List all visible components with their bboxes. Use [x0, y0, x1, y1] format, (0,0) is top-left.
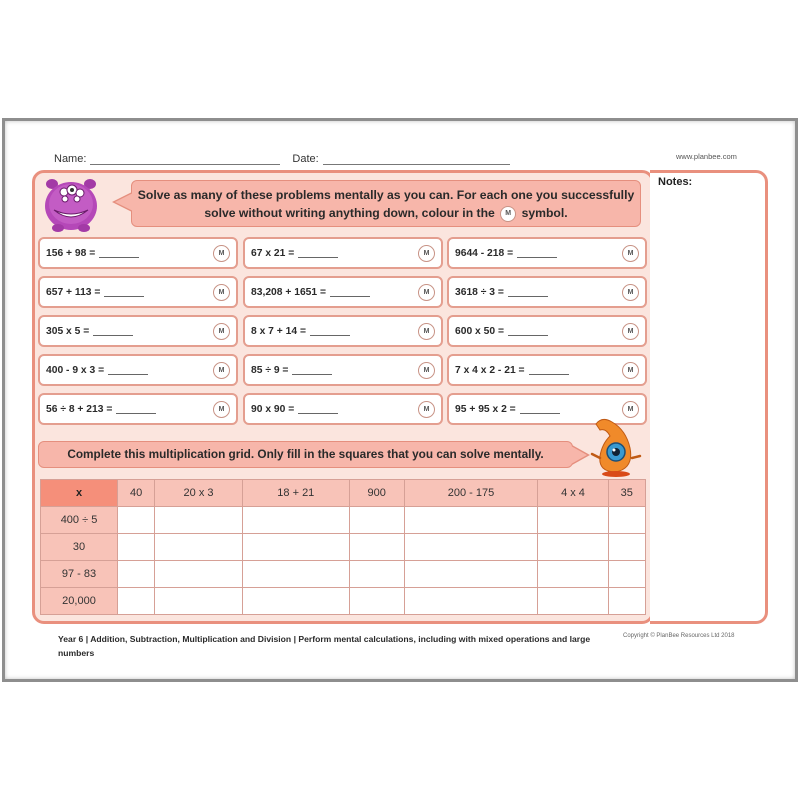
m-symbol-icon[interactable]: M — [622, 245, 639, 262]
multiplication-grid — [40, 479, 646, 615]
grid-answer-cell[interactable] — [404, 507, 538, 534]
problem-card — [38, 354, 238, 386]
m-symbol-icon[interactable]: M — [622, 323, 639, 340]
answer-blank[interactable] — [508, 326, 548, 336]
grid-answer-cell[interactable] — [118, 588, 155, 615]
grid-row-header: 30 — [41, 534, 118, 561]
grid-answer-cell[interactable] — [118, 507, 155, 534]
date-label: Date: — [292, 153, 319, 165]
problem-card — [38, 393, 238, 425]
grid-corner: x — [41, 480, 118, 507]
problem-expression: 9644 - 218 = — [455, 247, 514, 259]
answer-blank[interactable] — [330, 287, 370, 297]
m-symbol-icon[interactable]: M — [213, 323, 230, 340]
problem-expression: 85 ÷ 9 = — [251, 364, 289, 376]
problem-card — [447, 354, 647, 386]
m-symbol-icon[interactable]: M — [418, 284, 435, 301]
grid-row — [41, 534, 646, 561]
grid-answer-cell[interactable] — [349, 507, 404, 534]
problem-expression: 305 x 5 = — [46, 325, 90, 337]
answer-blank[interactable] — [108, 365, 148, 375]
grid-row — [41, 507, 646, 534]
answer-blank[interactable] — [93, 326, 133, 336]
website-link: www.planbee.com — [676, 152, 737, 161]
instruction-bubble — [131, 180, 641, 227]
problem-expression: 90 x 90 = — [251, 403, 295, 415]
grid-answer-cell[interactable] — [118, 561, 155, 588]
m-symbol-icon[interactable]: M — [213, 401, 230, 418]
grid-answer-cell[interactable] — [242, 534, 349, 561]
problem-card — [243, 354, 443, 386]
grid-column-header: 18 + 21 — [242, 480, 349, 507]
name-label: Name: — [54, 153, 87, 165]
grid-row-header: 97 - 83 — [41, 561, 118, 588]
grid-row — [41, 561, 646, 588]
problem-card — [243, 276, 443, 308]
grid-row-header: 20,000 — [41, 588, 118, 615]
m-symbol-icon[interactable]: M — [622, 401, 639, 418]
grid-column-header: 4 x 4 — [538, 480, 608, 507]
grid-answer-cell[interactable] — [155, 561, 242, 588]
m-symbol-icon[interactable]: M — [418, 245, 435, 262]
grid-answer-cell[interactable] — [155, 507, 242, 534]
problem-card — [447, 276, 647, 308]
answer-blank[interactable] — [529, 365, 569, 375]
problem-expression: 7 x 4 x 2 - 21 = — [455, 364, 525, 376]
problem-card — [447, 237, 647, 269]
orange-monster-icon — [586, 416, 646, 478]
notes-label: Notes: — [658, 176, 693, 188]
problem-card — [38, 315, 238, 347]
instruction-line-1: Solve as many of these problems mentally as you can. For each one you successfully — [137, 188, 635, 202]
grid-answer-cell[interactable] — [349, 588, 404, 615]
grid-answer-cell[interactable] — [404, 561, 538, 588]
grid-column-header: 20 x 3 — [155, 480, 242, 507]
grid-answer-cell[interactable] — [349, 534, 404, 561]
answer-blank[interactable] — [520, 404, 560, 414]
grid-answer-cell[interactable] — [608, 588, 645, 615]
m-symbol-icon[interactable]: M — [213, 362, 230, 379]
notes-panel[interactable] — [650, 170, 768, 624]
m-symbol-icon[interactable]: M — [418, 362, 435, 379]
grid-answer-cell[interactable] — [538, 561, 608, 588]
problem-expression: 67 x 21 = — [251, 247, 295, 259]
grid-row — [41, 588, 646, 615]
name-field[interactable] — [90, 153, 280, 165]
problem-expression: 8 x 7 + 14 = — [251, 325, 306, 337]
m-symbol-icon[interactable]: M — [213, 245, 230, 262]
name-date-row — [54, 151, 510, 165]
grid-answer-cell[interactable] — [538, 507, 608, 534]
m-symbol-icon[interactable]: M — [213, 284, 230, 301]
problem-expression: 400 - 9 x 3 = — [46, 364, 105, 376]
grid-answer-cell[interactable] — [349, 561, 404, 588]
answer-blank[interactable] — [508, 287, 548, 297]
instruction-text: solve without writing anything down, colour in the — [204, 206, 495, 220]
m-symbol-icon[interactable]: M — [622, 284, 639, 301]
grid-row-header: 400 ÷ 5 — [41, 507, 118, 534]
grid-answer-cell[interactable] — [242, 588, 349, 615]
purple-monster-icon — [38, 174, 104, 234]
grid-instruction-bubble: Complete this multiplication grid. Only fill in the squares that you can solve mentally. — [38, 441, 573, 468]
grid-answer-cell[interactable] — [242, 507, 349, 534]
problem-expression: 83,208 + 1651 = — [251, 286, 327, 298]
problem-expression: 95 + 95 x 2 = — [455, 403, 516, 415]
m-symbol-icon[interactable]: M — [622, 362, 639, 379]
grid-answer-cell[interactable] — [538, 534, 608, 561]
problem-card — [38, 237, 238, 269]
answer-blank[interactable] — [298, 248, 338, 258]
grid-column-header: 900 — [349, 480, 404, 507]
answer-blank[interactable] — [292, 365, 332, 375]
grid-column-header: 40 — [118, 480, 155, 507]
problem-card — [38, 276, 238, 308]
grid-column-header: 35 — [608, 480, 645, 507]
problem-expression: 600 x 50 = — [455, 325, 504, 337]
problem-card — [243, 315, 443, 347]
grid-answer-cell[interactable] — [608, 561, 645, 588]
answer-blank[interactable] — [298, 404, 338, 414]
m-symbol-icon[interactable]: M — [418, 323, 435, 340]
answer-blank[interactable] — [517, 248, 557, 258]
grid-column-header: 200 - 175 — [404, 480, 538, 507]
problem-expression: 156 + 98 = — [46, 247, 96, 259]
problem-expression: 657 + 113 = — [46, 286, 101, 298]
m-symbol-icon: M — [500, 206, 516, 222]
grid-answer-cell[interactable] — [608, 534, 645, 561]
curriculum-description: Year 6 | Addition, Subtraction, Multiplication and Division | Perform mental calculations, including with mixed operations and large numbers — [58, 634, 591, 658]
problem-card — [447, 315, 647, 347]
grid-answer-cell[interactable] — [242, 561, 349, 588]
grid-answer-cell[interactable] — [404, 588, 538, 615]
grid-answer-cell[interactable] — [155, 588, 242, 615]
problem-expression: 56 ÷ 8 + 213 = — [46, 403, 113, 415]
date-field[interactable] — [323, 153, 510, 165]
m-symbol-icon[interactable]: M — [418, 401, 435, 418]
grid-answer-cell[interactable] — [155, 534, 242, 561]
instruction-line-2 — [132, 204, 640, 222]
problem-expression: 3618 ÷ 3 = — [455, 286, 504, 298]
answer-blank[interactable] — [116, 404, 156, 414]
answer-blank[interactable] — [104, 287, 144, 297]
grid-answer-cell[interactable] — [404, 534, 538, 561]
answer-blank[interactable] — [99, 248, 139, 258]
problem-card — [243, 393, 443, 425]
problem-card — [243, 237, 443, 269]
instruction-text-end: symbol. — [521, 206, 568, 220]
grid-answer-cell[interactable] — [538, 588, 608, 615]
copyright: Copyright © PlanBee Resources Ltd 2018 — [623, 633, 735, 639]
grid-answer-cell[interactable] — [608, 507, 645, 534]
answer-blank[interactable] — [310, 326, 350, 336]
grid-answer-cell[interactable] — [118, 534, 155, 561]
